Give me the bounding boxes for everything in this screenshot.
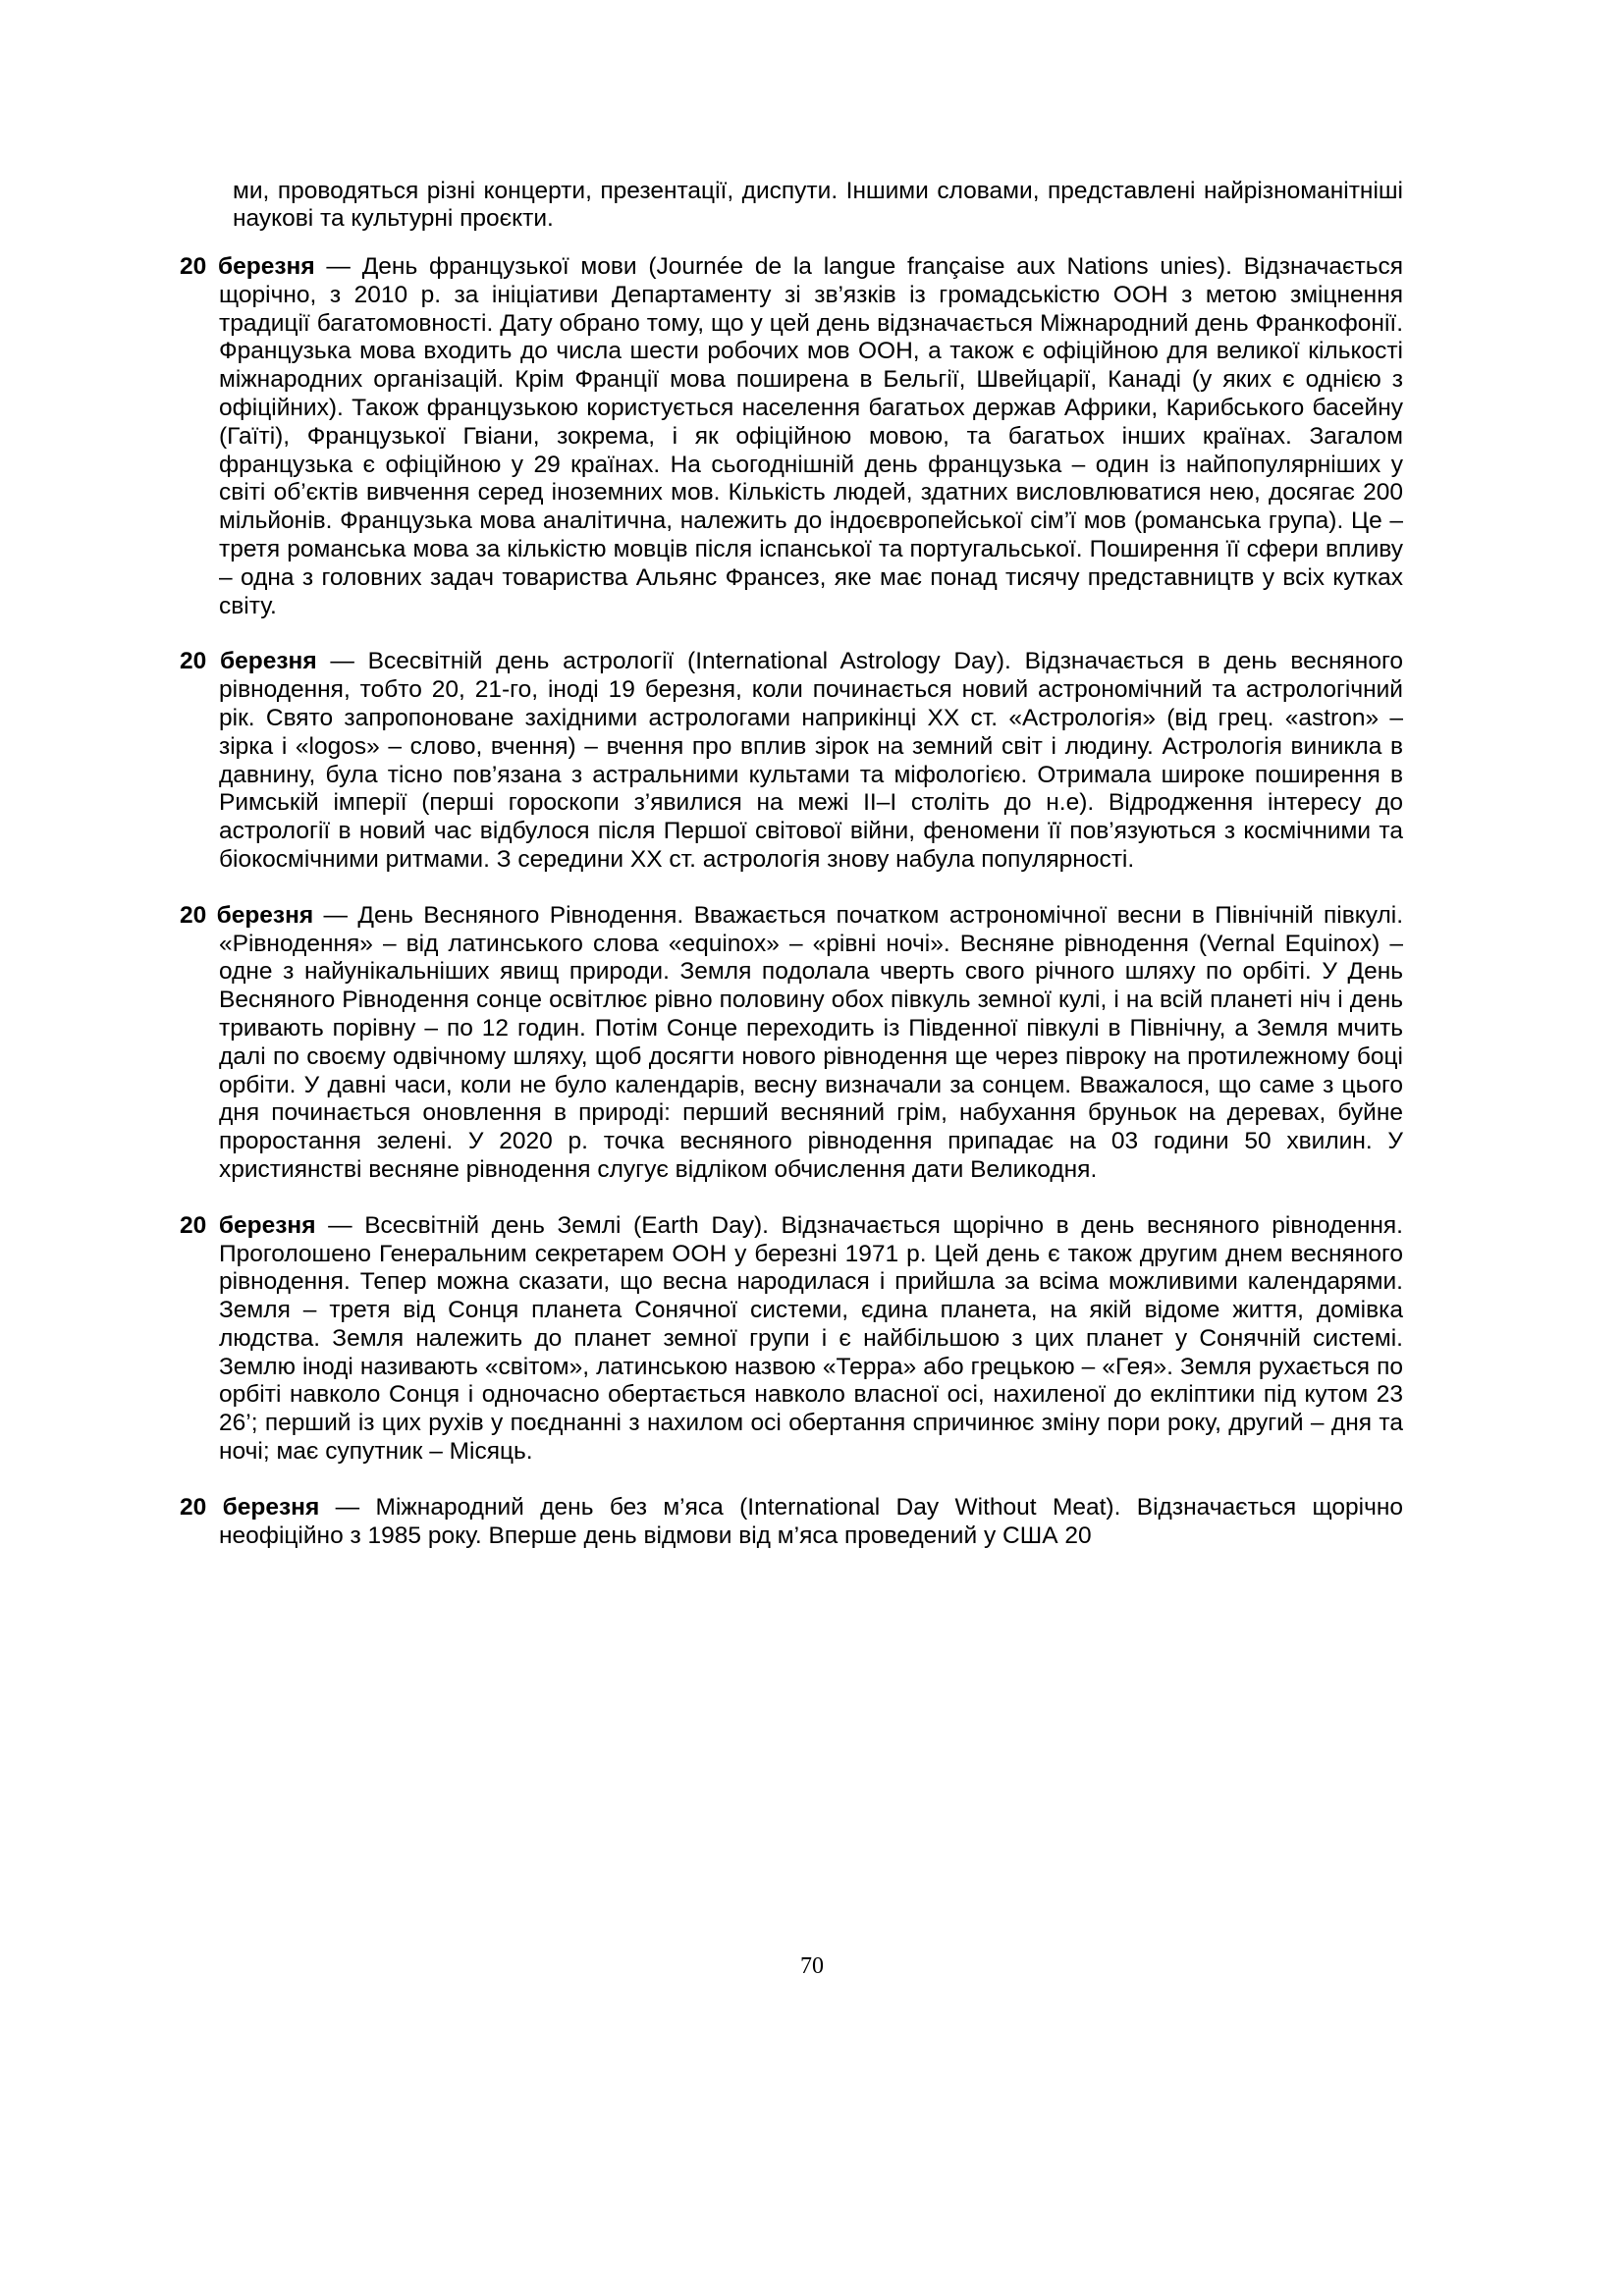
entry-astrology-day: [180, 648, 1403, 874]
entry-text: — Міжнародний день без м’яса (International Day Without Meat). Відзначається щорічно неофіційно з 1985 року. Вперше день відмови від м’яса проведений у США 20: [219, 1493, 1403, 1549]
intro-paragraph: ми, проводяться різні концерти, презентації, диспути. Іншими словами, представлені найрізноманітніші наукові та культурні проєкти.: [233, 177, 1403, 233]
entry-date: 20 березня: [180, 253, 315, 280]
entry-vernal-equinox: [180, 902, 1403, 1185]
page-number: 70: [800, 1953, 824, 1979]
entry-text: — День французької мови (Journée de la langue française aux Nations unies). Відзначається щорічно, з 2010 р. за ініціативи Департаменту зі зв’язків із громадськістю ООН з метою зміцнення традиції багатомовності. Дату обрано тому, що у цей день відзначається Міжнародний день Франкофонії. Французька мова входить до числа шести робочих мов ООН, а також є офіційною для великої кількості міжнародних організацій. Крім Франції мова поширена в Бельгії, Швейцарії, Канаді (у яких є однією з офіційних). Також французькою користується населення багатьох держав Африки, Карибського басейну (Гаїті), Французької Гвіани, зокрема, і як офіційною мовою, та багатьох інших країнах. Загалом французька є офіційною у 29 країнах. На сьогоднішній день французька – один із найпопулярніших у світі об’єктів вивчення серед іноземних мов. Кількість людей, здатних висловлюватися нею, досягає 200 мільйонів. Французька мова аналітична, належить до індоєвропейської сім’ї мов (романська група). Це – третя романська мова за кількістю мовців після іспанської та португальської. Поширення її сфери впливу – одна з головних задач товариства Альянс Франсез, яке має понад тисячу представництв у всіх кутках світу.: [219, 253, 1403, 619]
entry-text: — Всесвітній день Землі (Earth Day). Відзначається щорічно в день весняного рівнодення. Проголошено Генеральним секретарем ООН у березні 1971 р. Цей день є також другим днем весняного рівнодення. Тепер можна сказати, що весна народилася і прийшла за всіма можливими календарями. Земля – третя від Сонця планета Сонячної системи, єдина планета, на якій відоме життя, домівка людства. Земля належить до планет земної групи і є найбільшою з цих планет у Сонячній системі. Землю іноді називають «світом», латинською назвою «Терра» або грецькою – «Гея». Земля рухається по орбіті навколо Сонця і одночасно обертається навколо власної осі, нахиленої до екліптики під кутом 23 26’; перший із цих рухів у поєднанні з нахилом осі обертання спричинює зміну пори року, другий – дня та ночі; має супутник – Місяць.: [219, 1211, 1403, 1466]
entry-french-language-day: [180, 253, 1403, 620]
entry-text: — День Весняного Рівнодення. Вважається початком астрономічної весни в Північній півкулі. «Рівнодення» – від латинського слова «equinox» – «рівні ночі». Весняне рівнодення (Vernal Equinox) – одне з найунікальніших явищ природи. Земля подолала чверть свого річного шляху по орбіті. У День Весняного Рівнодення сонце освітлює рівно половину обох півкуль земної кулі, і на всій планеті ніч і день тривають порівну – по 12 годин. Потім Сонце переходить із Південної півкулі в Північну, а Земля мчить далі по своєму одвічному шляху, щоб досягти нового рівнодення ще через півроку на протилежному боці орбіти. У давні часи, коли не було календарів, весну визначали за сонцем. Вважалося, що саме з цього дня починається оновлення в природі: перший весняний грім, набухання бруньок на деревах, буйне проростання зелені. У 2020 р. точка весняного рівнодення припадає на 03 години 50 хвилин. У християнстві весняне рівнодення слугує відліком обчислення дати Великодня.: [219, 901, 1403, 1183]
entry-date: 20 березня: [180, 901, 314, 929]
entry-earth-day: [180, 1212, 1403, 1467]
entries-list: [180, 253, 1403, 1577]
entry-date: 20 березня: [180, 648, 317, 675]
entry-date: 20 березня: [180, 1493, 320, 1521]
entry-date: 20 березня: [180, 1211, 316, 1239]
entry-day-without-meat: [180, 1494, 1403, 1551]
entry-text: — Всесвітній день астрології (International Astrology Day). Відзначається в день весняного рівнодення, тобто 20, 21-го, іноді 19 березня, коли починається новий астрономічний та астрологічний рік. Свято запропоноване західними астрологами наприкінці XX ст. «Астрологія» (від грец. «astron» – зірка і «logos» – слово, вчення) – вчення про вплив зірок на земний світ і людину. Астрологія виникла в давнину, була тісно пов’язана з астральними культами та міфологією. Отримала широке поширення в Римській імперії (перші гороскопи з’явилися на межі II–I століть до н.е). Відродження інтересу до астрології в новий час відбулося після Першої світової війни, феномени її пов’язуються з космічними та біокосмічними ритмами. З середини XX ст. астрологія знову набула популярності.: [219, 648, 1403, 873]
